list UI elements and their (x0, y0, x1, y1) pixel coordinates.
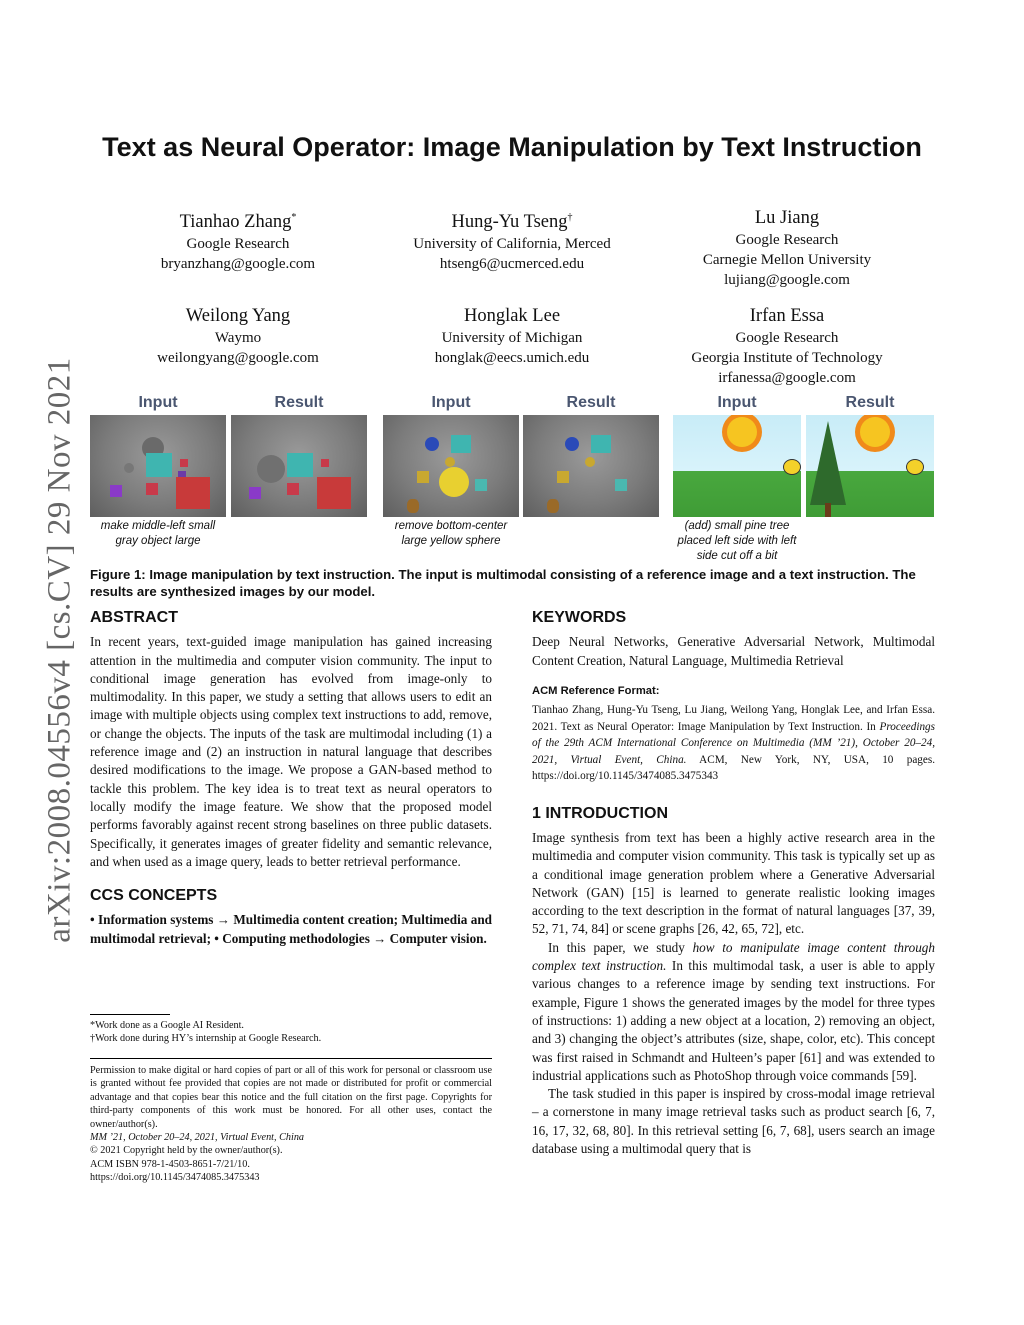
intro-paragraph: Image synthesis from text has been a highly active research area in the multimedia and computer vision community. This task is typically set up as a conditional image generation problem where a Generative Adversarial Network (GAN) [15] is learned to generate realistic looking images according to the text description in the format of natural languages [37, 39, 52, 71, 74, 84] or scene graphs [26, 42, 65, 72], etc. (532, 829, 935, 937)
author-block: Tianhao Zhang* Google Research bryanzhang@google.com (88, 206, 388, 274)
author-name: Tianhao Zhang (179, 212, 292, 233)
doi-link[interactable]: https://doi.org/10.1145/3474085.3475343 (90, 1172, 260, 1184)
footnote: †Work done during HY’s internship at Google Research. (90, 1033, 322, 1045)
author-affiliation: Georgia Institute of Technology (691, 350, 883, 366)
input-label: Input (717, 394, 757, 411)
author-block (362, 304, 662, 368)
result-label: Result (566, 394, 616, 411)
author-affiliation: Google Research (186, 236, 290, 253)
left-column (90, 609, 492, 948)
footnotes (90, 1019, 492, 1046)
author-block (88, 304, 388, 368)
author-affiliation: University of California, Merced (413, 236, 611, 253)
author-name: Irfan Essa (749, 306, 825, 326)
figure-instruction: (add) small pine tree placed left side with left side cut off a bit (677, 520, 797, 562)
author-name: Weilong Yang (185, 306, 291, 326)
input-label: Input (431, 394, 471, 411)
arxiv-id: arXiv:2008.04556v4 [cs.CV] 29 Nov 2021 (41, 357, 78, 943)
keywords-heading: KEYWORDS (532, 609, 627, 626)
acm-ref-text: Tianhao Zhang, Hung-Yu Tseng, Lu Jiang, Weilong Yang, Honglak Lee, and Irfan Essa. 2021. Text as Neural Operator: Image Manipulation by Text Instruction. In Proceedings of the 29th ACM International Conference on Multimedia (MM ’21), October 20–24, 2021, Virtual Event, China. ACM, New York, NY, USA, 10 pages. https://doi.org/10.1145/3474085.3475343 (532, 704, 935, 783)
scene-image (673, 415, 801, 517)
intro-heading: 1 INTRODUCTION (532, 804, 668, 822)
result-label: Result (274, 394, 324, 411)
author-affiliation: Waymo (214, 330, 262, 346)
footnote-rule (90, 1014, 170, 1015)
author-name: Honglak Lee (463, 306, 561, 326)
author-affiliation: University of Michigan (441, 330, 583, 346)
arxiv-stamp (30, 350, 90, 950)
permission-block (90, 1064, 492, 1185)
abstract-text: In recent years, text-guided image manipulation has gained increasing attention in the multimedia and computer vision community. The input to conditional image generation has evolved from image-only to multimodality. In this paper, we study a setting that allows users to edit an image with multiple objects using complex text instructions to add, remove, or change the objects. The inputs of the task are multimodal including (1) a reference image and (2) an instruction in natural language that describes desired modifications to the image. We propose a GAN-based method to tackle this problem. The key idea is to treat text as neural operators to locally modify the image feature. We show that the proposed model performs favorably against recent strong baselines on three public datasets. Specifically, it generates images of greater fidelity and semantic relevance, and when used as a image query, leads to better retrieval performance. (90, 634, 492, 869)
author-email: lujiang@google.com (724, 272, 850, 288)
copyright: © 2021 Copyright held by the owner/author(s). (90, 1145, 283, 1157)
author-name: Lu Jiang (754, 208, 820, 228)
intro-paragraph: The task studied in this paper is inspired by cross-modal image retrieval – a cornerstone in many image retrieval tasks such as product search [6, 7, 16, 17, 32, 68, 80]. In this retrieval setting [6, 7, 68], users search an image database using a multimodal query that is (532, 1086, 935, 1157)
scene-image (90, 415, 226, 517)
acm-ref-heading: ACM Reference Format: (532, 684, 660, 697)
footnote: *Work done as a Google AI Resident. (90, 1020, 244, 1031)
abstract-heading: ABSTRACT (90, 609, 178, 626)
scene-image (806, 415, 934, 517)
intro-paragraph: In this paper, we study how to manipulate image content through complex text instruction. In this multimodal task, a user is able to apply various changes to a reference image by sending text instructions. For example, Figure 1 shows the generated images by the model for three types of instructions: 1) adding a new object at a location, 2) removing an object, and 3) changing the object’s attributes (size, shape, color, etc). This concept was first raised in Schmandt and Hulteen’s paper [61] and was extended to industrial applications such as PhotoShop through voice commands [59]. (532, 939, 935, 1083)
permission-text: Permission to make digital or hard copies of part or all of this work for personal or classroom use is granted without fee provided that copies are not made or distributed for profit or commercial advantage and that copies bear this notice and the full citation on the first page. Copyrights for third-party components of this work must be honored. For all other uses, contact the owner/author(s). (90, 1065, 492, 1130)
result-label: Result (845, 394, 895, 411)
author-block (637, 304, 937, 388)
author-email: htseng6@ucmerced.edu (439, 256, 585, 273)
scene-image (383, 415, 519, 517)
author-email: bryanzhang@google.com (160, 256, 316, 273)
input-label: Input (138, 394, 178, 411)
figure-instruction: remove bottom-center large yellow sphere (394, 520, 508, 547)
author-email: honglak@eecs.umich.edu (434, 350, 590, 366)
ccs-text: • Information systems → Multimedia content creation; Multimedia and multimodal retrieval; • Computing methodologies → Computer vision. (90, 912, 492, 946)
right-column (532, 609, 935, 1158)
author-email: irfanessa@google.com (718, 370, 856, 386)
paper-title: Text as Neural Operator: Image Manipulation by Text Instruction (102, 132, 922, 162)
scene-image (231, 415, 367, 517)
permission-rule (90, 1058, 492, 1059)
isbn: ACM ISBN 978-1-4503-8651-7/21/10. (90, 1158, 250, 1170)
figure-caption: Figure 1: Image manipulation by text instruction. The input is multimodal consisting of a reference image and a text instruction. The results are synthesized images by our model. (90, 567, 916, 599)
author-affiliation: Google Research (735, 330, 839, 346)
author-name: Hung-Yu Tseng (451, 212, 568, 233)
author-block: Hung-Yu Tseng† University of California, Merced htseng6@ucmerced.edu (362, 206, 662, 274)
venue: MM ’21, October 20–24, 2021, Virtual Event, China (90, 1132, 305, 1144)
ccs-heading: CCS CONCEPTS (90, 887, 218, 905)
scene-image (523, 415, 659, 517)
author-email: weilongyang@google.com (157, 350, 319, 366)
keywords-text: Deep Neural Networks, Generative Adversarial Network, Multimodal Content Creation, Natural Language, Multimedia Retrieval (532, 634, 935, 668)
figure-instruction: make middle-left small gray object large (100, 520, 216, 547)
author-block (637, 206, 937, 290)
author-affiliation: Google Research (735, 232, 839, 248)
author-affiliation: Carnegie Mellon University (702, 252, 872, 268)
